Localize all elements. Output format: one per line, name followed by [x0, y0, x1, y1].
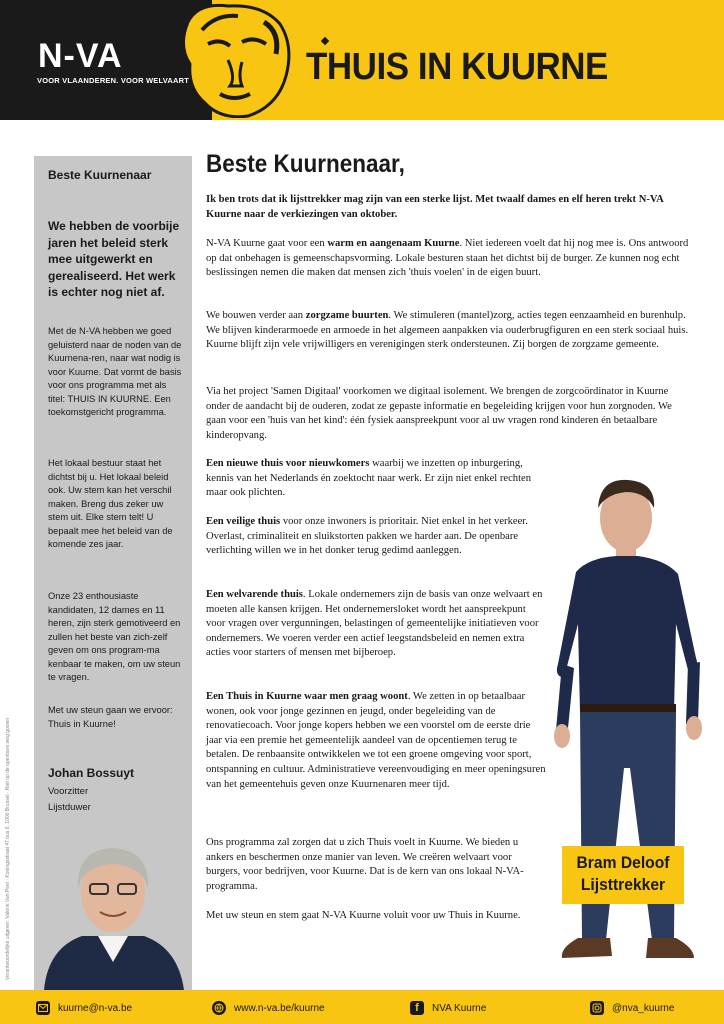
signature-role: Lijstduwer	[48, 802, 91, 813]
header	[0, 0, 724, 120]
footer-website[interactable]	[212, 1000, 325, 1016]
legal-vertical-text	[5, 460, 15, 980]
body-paragraph: N-VA Kuurne gaat voor een warm en aangenaam Kuurne. Niet iedereen voelt dat hij nog mee is. Ons antwoord op dat onbehagen is gemeenschapsvorming. Lokale besturen staan het dichtst bij de burger. Ze kunnen nog echt beslissingen nemen die maken dat mensen zich 'thuis voelen' in de eigen buurt.	[206, 238, 689, 279]
body-paragraph: Een nieuwe thuis voor nieuwkomers waarbij we inzetten op inburgering, kennis van het Nederlands én zoektocht naar werk. Er zijn niet enkel rechten maar ook plichten.	[206, 458, 532, 499]
nva-logo: N-VA	[38, 37, 123, 75]
intro-paragraph: Ik ben trots dat ik lijsttrekker mag zijn van een sterke lijst. Met twaalf dames en elf heren trekt N-VA Kuurne naar de verkiezingen van oktober.	[206, 194, 664, 220]
body-paragraph: Een Thuis in Kuurne waar men graag woont. We zetten in op betaalbaar wonen, ook voor jonge gezinnen en jeugd, onder begeleiding van de renovatiecoach. Voor jonge kopers hebben we een voorstel om de eerste drie jaar via een premie het gemeentelijk aandeel van de opcentiemen terug te betalen. De renbaansite ontwikkelen we tot een groene omgeving voor sport, ontspanning en cultuur. Administratieve vereenvoudiging en meer openingsuren van het gemeentehuis geven onze Kuurnenaren meer tijd.	[206, 691, 546, 790]
johan-portrait-image	[38, 836, 188, 990]
footer-email-text: kuurne@n-va.be	[58, 1002, 133, 1014]
email-icon	[36, 1001, 50, 1015]
signature-name: Johan Bossuyt	[48, 766, 135, 780]
sidebar-paragraph: Met uw steun gaan we ervoor: Thuis in Kuurne!	[48, 705, 173, 729]
body-paragraph: We bouwen verder aan zorgzame buurten. We stimuleren (mantel)zorg, acties tegen eenzaamheid en burenhulp. We blijven kinderarmoede en armoede in het algemeen aanpakken via ouderbrugfiguren en een sterk sociaal huis. Kuurne blijft zijn vele vrijwilligers en verenigingen sterk ondersteunen. Zij borgen de zorgzame gemeente.	[206, 310, 689, 351]
lion-logo-icon	[168, 2, 298, 118]
footer-email[interactable]	[36, 1000, 132, 1016]
sidebar-greeting: Beste Kuurnenaar	[48, 168, 152, 182]
body-paragraph: Via het project 'Samen Digitaal' voorkomen we digitaal isolement. We brengen de zorgcoördinator in Kuurne onder de aandacht bij de ouderen, zodat ze gepaste informatie en begeleiding krijgen voor hun zorgnoden. We gaan voor een 'huis van het kind': één fysiek aanspreekpunt voor al uw vragen rond kinderen én betaalbare kinderopvang.	[206, 386, 672, 441]
facebook-icon: f	[410, 1001, 424, 1015]
sidebar-paragraph: Onze 23 enthousiaste kandidaten, 12 dames en 11 heren, zijn sterk gemotiveerd en zullen het beste van zich-zelf geven om ons program-ma kenbaar te maken, om uw steun te vragen.	[48, 591, 181, 682]
instagram-icon	[590, 1001, 604, 1015]
candidate-name: Bram Deloof	[576, 853, 670, 872]
candidate-role: Lijsttrekker	[580, 875, 666, 894]
main-title: Beste Kuurnenaar,	[206, 150, 405, 178]
body-paragraph: Een welvarende thuis. Lokale ondernemers zijn de basis van onze welvaart en moeten alle kansen krijgen. Het ondernemersloket wordt het aanspreekpunt voor vragen over vergunningen, belastingen of gemeentelijke initiatieven voor ondernemers. We voeren verder een actief leegstandsbeleid en nemen extra acties voor starters of mensen met bijberoep.	[206, 589, 543, 659]
globe-icon	[212, 1001, 226, 1015]
footer-instagram[interactable]	[590, 1000, 674, 1016]
header-title: THUIS IN KUURNE	[306, 46, 608, 88]
body-paragraph: Met uw steun en stem gaat N-VA Kuurne voluit voor uw Thuis in Kuurne.	[206, 910, 521, 921]
legal-text: Verantwoordelijke uitgever: Valérie Van Peel · Koningsstraat 47 bus 6, 1000 Brussel · Niet op de openbare weg gooien	[5, 717, 11, 980]
signature-role: Voorzitter	[48, 786, 89, 797]
logo-tagline: VOOR VLAANDEREN. VOOR WELVAART	[37, 76, 189, 85]
footer	[0, 990, 724, 1024]
sidebar-paragraph: Het lokaal bestuur staat het dichtst bij u. Het lokaal beleid ook. Uw stem kan het verschil maken. Breng dus zeker uw stem uit. Elke stem telt! U bepaalt mee het beleid van de komende zes jaar.	[48, 458, 173, 549]
sidebar-paragraph: Met de N-VA hebben we goed geluisterd naar de noden van de Kuurnena-ren, naar wat nodig is voor Kuurne. Dat vormt de basis voor ons programma met als titel: THUIS IN KUURNE. Een toekomstgericht programma.	[48, 326, 182, 417]
candidate-badge	[562, 846, 684, 904]
bram-photo-image	[548, 468, 718, 982]
footer-facebook[interactable]	[410, 1000, 486, 1016]
footer-facebook-text: NVA Kuurne	[432, 1002, 487, 1014]
footer-instagram-text: @nva_kuurne	[612, 1002, 675, 1014]
body-paragraph: Een veilige thuis voor onze inwoners is prioritair. Niet enkel in het verkeer. Overlast, criminaliteit en sluikstorten pakken we harder aan. De openbare verlichting willen we in het donker terug gedimd aanleggen.	[206, 516, 528, 557]
sidebar-lead: We hebben de voorbije jaren het beleid sterk mee uitgewerkt en gerealiseerd. Het werk is echter nog niet af.	[48, 219, 180, 299]
footer-website-text: www.n-va.be/kuurne	[234, 1002, 325, 1014]
body-paragraph: Ons programma zal zorgen dat u zich Thuis voelt in Kuurne. We bieden u ankers en beschermen onze manier van leven. We creëren welvaart voor burgers, voor bedrijven, voor Kuurne. Dat is de kern van ons lokaal N-VA-programma.	[206, 837, 524, 892]
